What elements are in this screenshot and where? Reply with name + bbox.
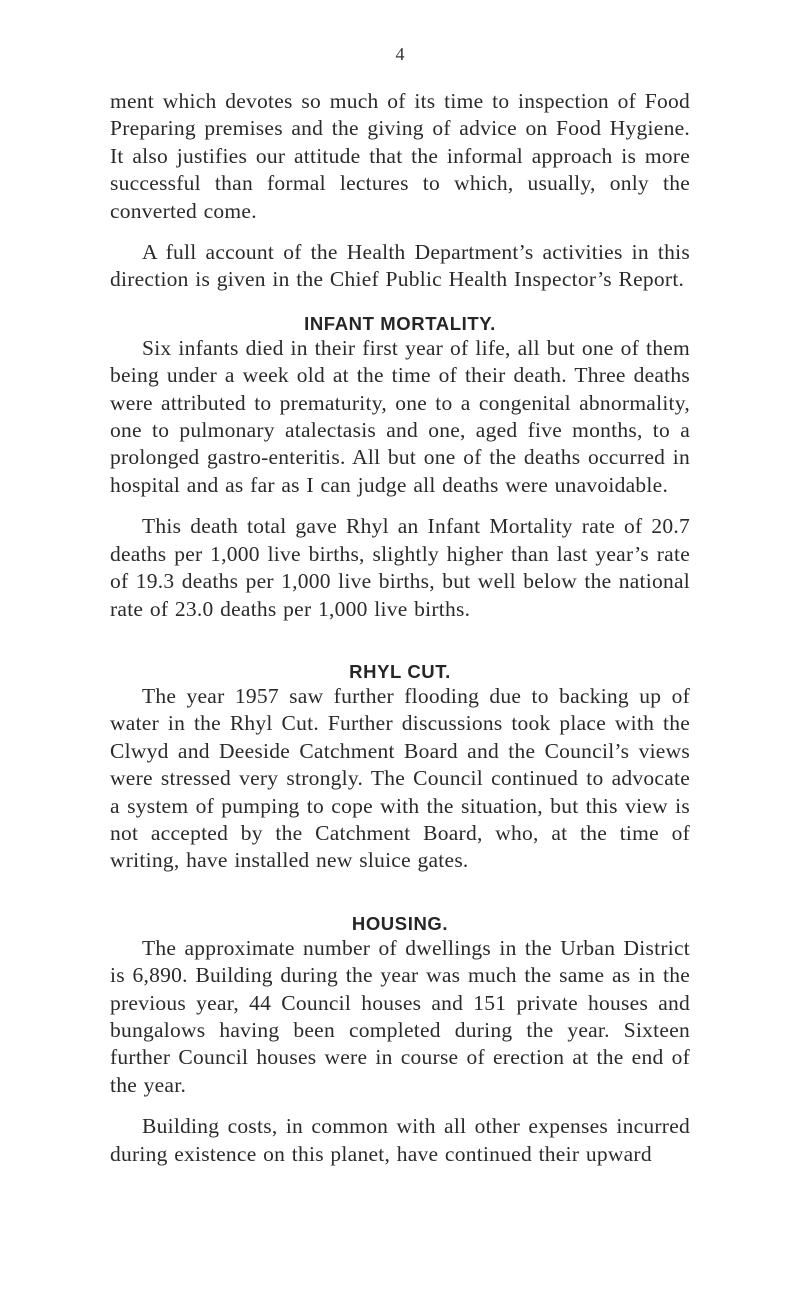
intro-paragraph-continued: ment which devotes so much of its time to inspection of Food Preparing premises and the giving of advice on Food Hygiene. It also justifies our attitude that the informal approach is more successful than formal lectures to which, usually, only the converted come. (110, 89, 690, 223)
page-number: 4 (395, 44, 405, 64)
section-heading-housing: HOUSING. (351, 912, 449, 934)
housing-paragraph-building-costs: Building costs, in common with all other expenses incurred during existence on this planet, have continued their upward (110, 1114, 690, 1166)
rhyl-cut-paragraph: The year 1957 saw further flooding due to backing up of water in the Rhyl Cut. Further discussions took place with the Clwyd and Deeside Catchment Board and the Council’s views were stressed very strongly. The Council continued to advocate a system of pumping to cope with the situation, but this view is not accepted by the Catchment Board, who, at the time of writing, have installed new sluice gates. (110, 683, 690, 873)
infant-mortality-paragraph-rate: This death total gave Rhyl an Infant Mortality rate of 20.7 deaths per 1,000 live births, slightly higher than last year’s rate of 19.3 deaths per 1,000 live births, but well below the national rate of 23.0 deaths per 1,000 live births. (110, 514, 690, 621)
section-heading-rhyl-cut: RHYL CUT. (349, 660, 451, 682)
intro-paragraph-health-department: A full account of the Health Department’s activities in this direction is given in the Chief Public Health Inspector’s Report. (110, 240, 690, 292)
housing-paragraph-dwellings: The approximate number of dwellings in the Urban District is 6,890. Building during the year was much the same as in the previous year, 44 Council houses and 151 private houses and bungalows having been completed during the year. Sixteen further Council houses were in course of erection at the end of the year. (110, 935, 690, 1097)
infant-mortality-paragraph-deaths: Six infants died in their first year of life, all but one of them being under a week old at the time of their death. Three deaths were attributed to prematurity, one to a congenital abnormality, one to pulmonary atalectasis and one, aged five months, to a prolonged gastro-enteritis. All but one of the deaths occurred in hospital and as far as I can judge all deaths were unavoidable. (110, 335, 690, 497)
section-heading-infant-mortality: INFANT MORTALITY. (304, 312, 496, 334)
page-content (110, 88, 690, 1168)
